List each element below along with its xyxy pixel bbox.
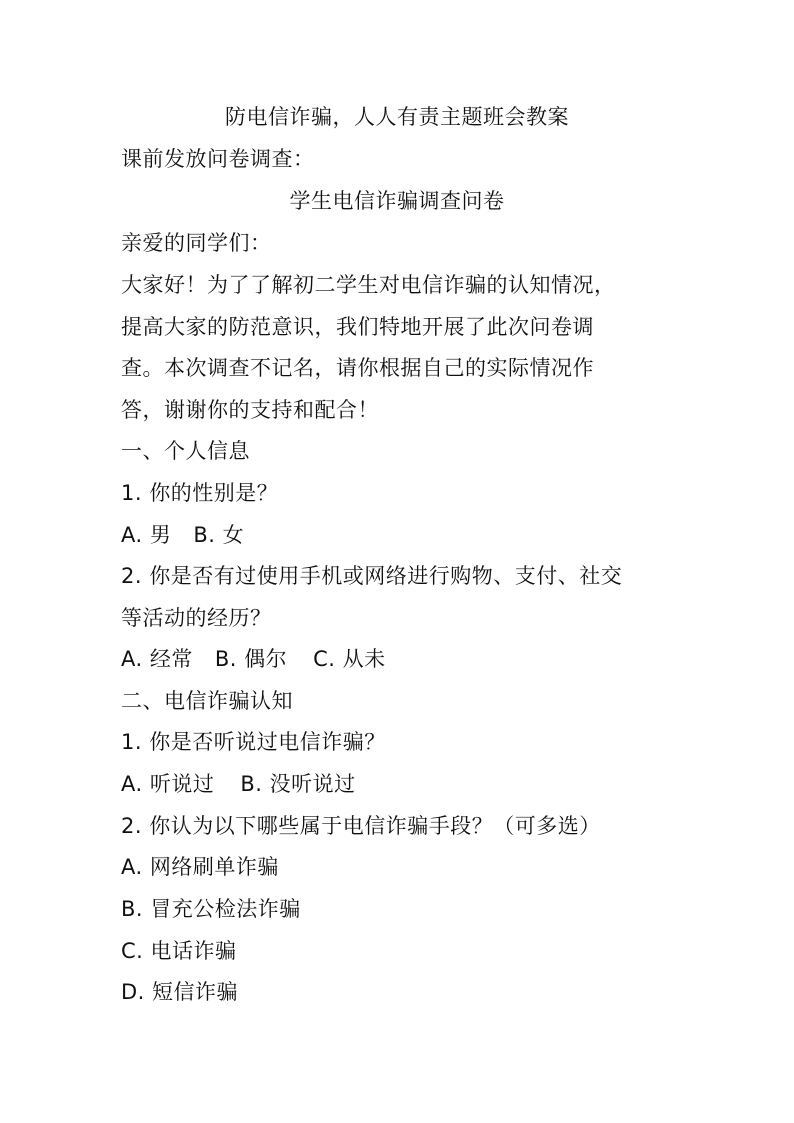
intro-line-3: 查。本次调查不记名，请你根据自己的实际情况作 <box>121 356 594 380</box>
option-b: B. 女 <box>193 523 245 547</box>
option-b: B. 偶尔 <box>214 647 288 671</box>
greeting: 亲爱的同学们： <box>121 231 272 255</box>
s2-q2-option-a: A. 网络刷单诈骗 <box>121 855 279 879</box>
section2-heading: 二、电信诈骗认知 <box>121 689 293 713</box>
survey-title: 学生电信诈骗调查问卷 <box>289 189 505 213</box>
s1-q1-options <box>121 521 244 549</box>
s2-q1-options <box>121 770 356 798</box>
s2-q2-text: 2. 你认为以下哪些属于电信诈骗手段？（可多选） <box>121 814 601 838</box>
pre-class-note: 课前发放问卷调查： <box>121 147 315 171</box>
s2-q2-option-d: D. 短信诈骗 <box>121 980 239 1004</box>
option-a: A. 经常 <box>121 647 193 671</box>
s1-q1-text: 1. 你的性别是？ <box>121 481 279 505</box>
section1-heading: 一、个人信息 <box>121 439 250 463</box>
intro-line-1: 大家好！为了了解初二学生对电信诈骗的认知情况， <box>121 273 616 297</box>
s1-q2-text-line-2: 等活动的经历？ <box>121 606 272 630</box>
intro-line-2: 提高大家的防范意识，我们特地开展了此次问卷调 <box>121 315 594 339</box>
option-c: C. 从未 <box>313 647 386 671</box>
option-b: B. 没听说过 <box>240 772 356 796</box>
document-title: 防电信诈骗，人人有责主题班会教案 <box>225 105 569 129</box>
s2-q1-text: 1. 你是否听说过电信诈骗？ <box>121 730 386 754</box>
intro-line-4: 答，谢谢你的支持和配合！ <box>121 398 379 422</box>
option-a: A. 男 <box>121 523 172 547</box>
option-a: A. 听说过 <box>121 772 215 796</box>
s2-q2-option-b: B. 冒充公检法诈骗 <box>121 897 301 921</box>
s1-q2-options <box>121 645 386 673</box>
s2-q2-option-c: C. 电话诈骗 <box>121 939 237 963</box>
s1-q2-text-line-1: 2. 你是否有过使用手机或网络进行购物、支付、社交 <box>121 564 623 588</box>
